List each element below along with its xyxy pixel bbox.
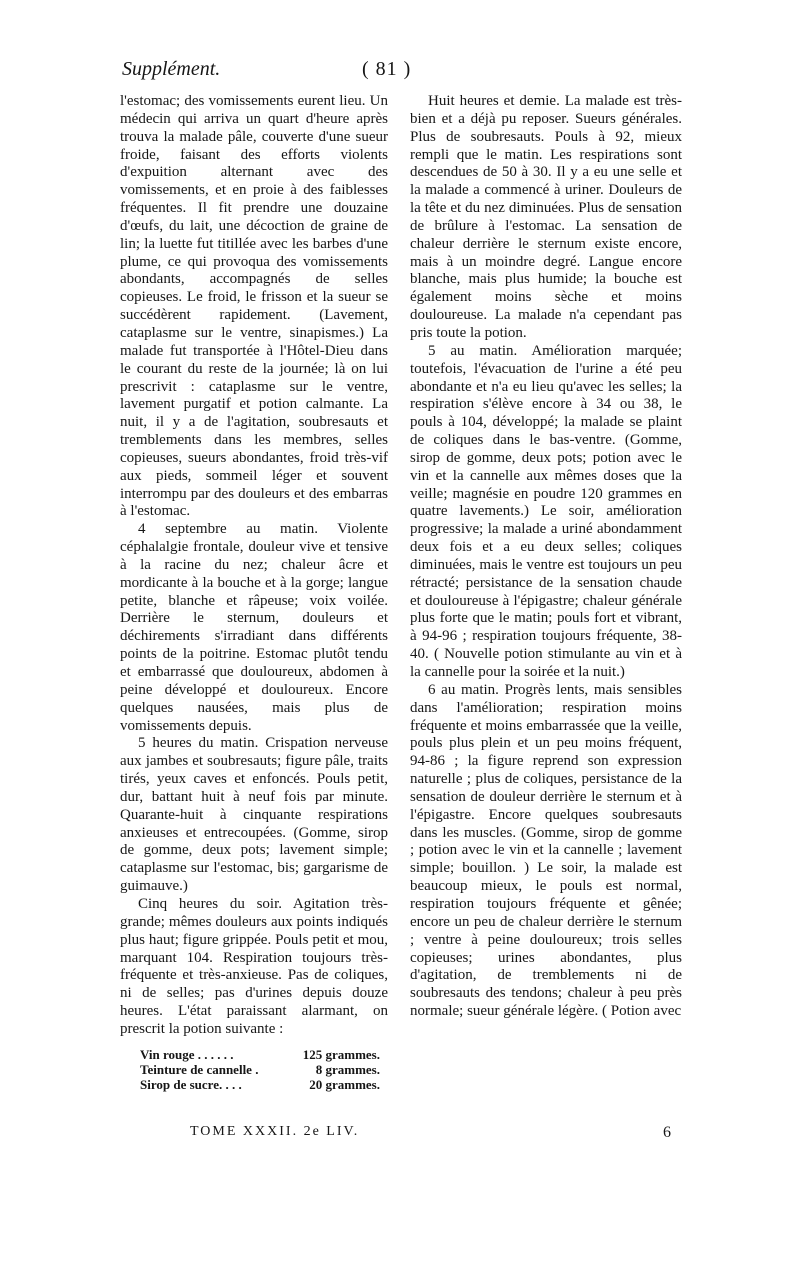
paragraph: Huit heures et demie. La malade est très-bien et a déjà pu reposer. Sueurs générales. Plus de soubresauts. Pouls à 92, mieux rempli que le matin. Les respirations sont descendues de 50 à 30. Il y a eu une selle et la malade a commencé à uriner. Douleurs de la tête et du nez diminuées. Plus de sensation de brûlure à l'estomac. La sensation de chaleur derrière le sternum existe encore, mais à un moindre degré. Langue encore blanche, mais plus humide; la bouche est également moins sèche et moins douloureuse. La malade n'a cependant pas pris toute la potion.	[410, 93, 682, 341]
paragraph: l'estomac; des vomissements eurent lieu. Un médecin qui arriva un quart d'heure après trouva la malade pâle, couverte d'une sueur froide, faisant des efforts violents d'expuition alternant avec des vomissements, et en proie à des faiblesses fréquentes. Il fit prendre une douzaine d'œufs, du lait, une décoction de graine de lin; la luette fut titillée avec les barbes d'une plume, ce qui provoqua des vomissements abondants, accompagnés de selles copieuses. Le froid, le frisson et la sueur se succédèrent rapidement. (Lavement, cataplasme sur le ventre, sinapismes.) La malade fut transportée à l'Hôtel-Dieu dans le courant du reste de la journée; là on lui prescrivit : cataplasme sur le ventre, lavement purgatif et potion calmante. La nuit, il y a de l'agitation, soubresauts et tremblements dans les membres, selles copieuses, sueurs abondantes, froid très-vif aux pieds, sommeil léger et souvent interrompu par des douleurs et des embarras à l'estomac.	[120, 93, 388, 520]
recipe-dose: 8 grammes.	[315, 1061, 380, 1077]
recipe-ingredient: Sirop de sucre. . . .	[140, 1076, 242, 1092]
recipe-row	[140, 1077, 380, 1092]
recipe-row	[140, 1062, 380, 1077]
signature-line: TOME XXXII. 2e LIV.	[190, 1124, 360, 1139]
running-title: Supplément.	[122, 58, 221, 80]
recipe-dose: 20 grammes.	[309, 1076, 380, 1092]
recipe-ingredient: Vin rouge . . . . . .	[140, 1046, 234, 1062]
right-column	[410, 93, 682, 1021]
recipe-ingredient: Teinture de cannelle .	[140, 1061, 259, 1077]
paragraph: 4 septembre au matin. Violente céphalalgie frontale, douleur vive et tensive à la racine du nez; chaleur âcre et mordicante à la bouche et à la gorge; langue petite, blanche et râpeuse; voix voilée. Derrière le sternum, douleurs et déchirements s'irradiant dans différents points de la poitrine. Estomac plutôt tendu et embarrassé que douloureux, abdomen à peine développé et douloureux. Encore quelques nausées, mais plus de vomissements depuis.	[120, 521, 388, 734]
paragraph: 5 heures du matin. Crispation nerveuse aux jambes et soubresauts; figure pâle, traits tirés, yeux caves et enfoncés. Pouls petit, dur, battant huit à neuf fois par minute. Quarante-huit à cinquante respirations anxieuses et entrecoupées. (Gomme, sirop de gomme, deux pots; lavement simple; cataplasme sur l'estomac, bis; gargarisme de guimauve.)	[120, 735, 388, 895]
signature-mark: 6	[663, 1124, 671, 1141]
left-column	[120, 93, 388, 1092]
prescription-recipe	[140, 1047, 388, 1092]
page-number: ( 81 )	[362, 58, 412, 80]
paragraph: 6 au matin. Progrès lents, mais sensibles dans l'amélioration; respiration moins fréquente et moins embarrassée que la veille, pouls plus plein et un peu moins fréquent, 94-86 ; la figure reprend son expression naturelle ; plus de coliques, persistance de la sensation de douleur derrière le sternum et à l'épigastre. Encore quelques soubresauts dans les muscles. (Gomme, sirop de gomme ; potion avec le vin et la cannelle ; lavement simple; bouillon. ) Le soir, la malade est beaucoup mieux, le pouls est normal, respiration toujours fréquente et gênée; encore un peu de chaleur derrière le sternum ; ventre à peine douloureux; trois selles copieuses; urines abondantes, plus d'agitation, de tremblements ni de soubresauts des tendons; chaleur à peu près normale; sueur générale légère. ( Potion avec	[410, 681, 682, 1020]
page-header	[122, 58, 680, 86]
recipe-row	[140, 1047, 380, 1062]
paragraph: 5 au matin. Amélioration marquée; toutefois, l'évacuation de l'urine a été peu abondante et n'a eu lieu qu'avec les selles; la respiration s'élève encore à 34 ou 38, le pouls à 104, développé; la malade se plaint de coliques dans le bas-ventre. (Gomme, sirop de gomme, deux pots; potion avec le vin et la cannelle aux mêmes doses que la veille; magnésie en poudre 120 grammes en quatre lavements.) Le soir, amélioration progressive; la malade a uriné abondamment deux fois et a eu deux selles; coliques diminuées, mais le ventre est toujours un peu rétracté; persistance de la sensation chaude et douloureuse à l'épigastre; chaleur générale plus forte que le matin; pouls fort et vibrant, à 94-96 ; respiration toujours fréquente, 38-40. ( Nouvelle potion stimulante au vin et à la cannelle pour la soirée et la nuit.)	[410, 342, 682, 680]
paragraph: Cinq heures du soir. Agitation très-grande; mêmes douleurs aux points indiqués plus haut; figure grippée. Pouls petit et mou, marquant 104. Respiration toujours très-fréquente et très-anxieuse. Pas de coliques, ni de selles; pas d'urines depuis douze heures. L'état paraissant alarmant, on prescrit la potion suivante :	[120, 895, 388, 1037]
recipe-dose: 125 grammes.	[302, 1046, 380, 1062]
